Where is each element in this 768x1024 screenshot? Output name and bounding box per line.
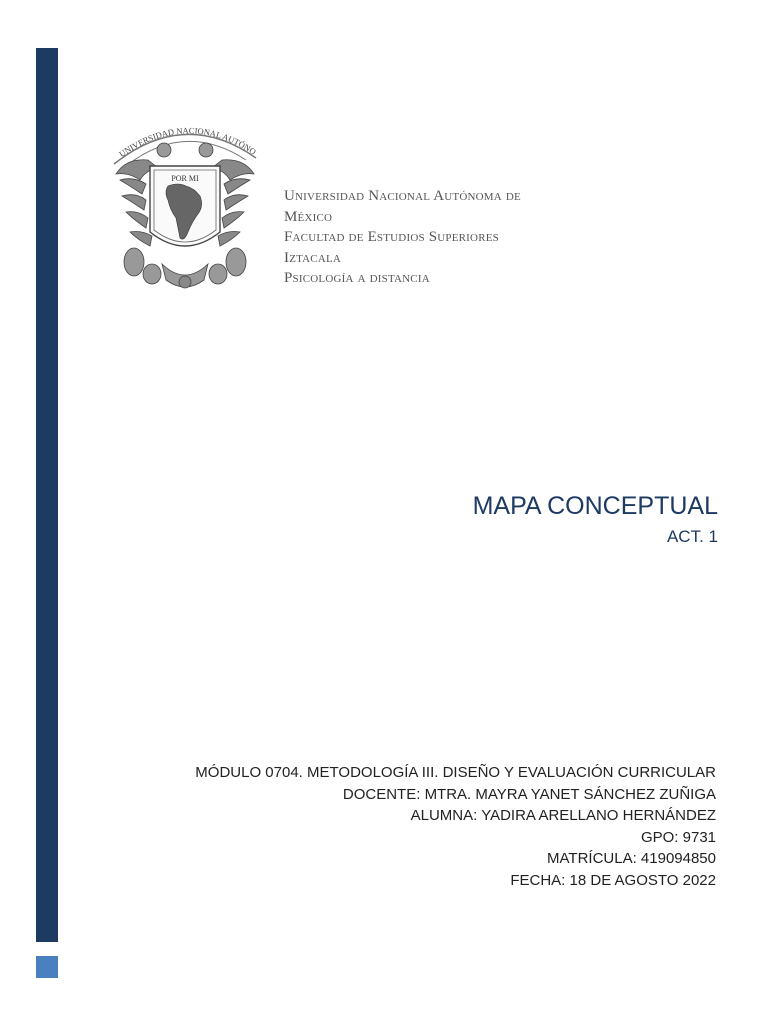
document-title: MAPA CONCEPTUAL: [472, 492, 718, 520]
institution-block: [284, 186, 604, 289]
institution-line-university: Universidad Nacional Autónoma de: [284, 188, 521, 204]
group-line: GPO: 9731: [640, 828, 716, 846]
svg-text:POR MI: POR MI: [171, 174, 199, 183]
details-block: [195, 762, 716, 891]
svg-text:UNIVERSIDAD NACIONAL AUTÓNOMA: UNIVERSIDAD NACIONAL AUTÓNO: [117, 125, 258, 159]
teacher-line: DOCENTE: MTRA. MAYRA YANET SÁNCHEZ ZUÑIGA: [342, 785, 716, 803]
enrollment-line: MATRÍCULA: 419094850: [547, 850, 716, 867]
accent-square: [36, 956, 58, 978]
module-line: MÓDULO 0704. METODOLOGÍA III. DISEÑO Y EVALUACIÓN CURRICULAR: [195, 764, 716, 781]
institution-line-program: Psicología a distancia: [284, 270, 430, 286]
unam-seal-logo: [106, 114, 264, 294]
document-subtitle: ACT. 1: [666, 527, 718, 546]
sidebar-stripe: [36, 48, 58, 942]
date-line: FECHA: 18 DE AGOSTO 2022: [510, 871, 716, 889]
institution-line-campus: Iztacala: [284, 249, 342, 266]
title-block: [473, 490, 718, 548]
institution-line-country: México: [284, 208, 333, 225]
student-line: ALUMNA: YADIRA ARELLANO HERNÁNDEZ: [410, 807, 716, 824]
institution-line-faculty: Facultad de Estudios Superiores: [284, 229, 499, 245]
